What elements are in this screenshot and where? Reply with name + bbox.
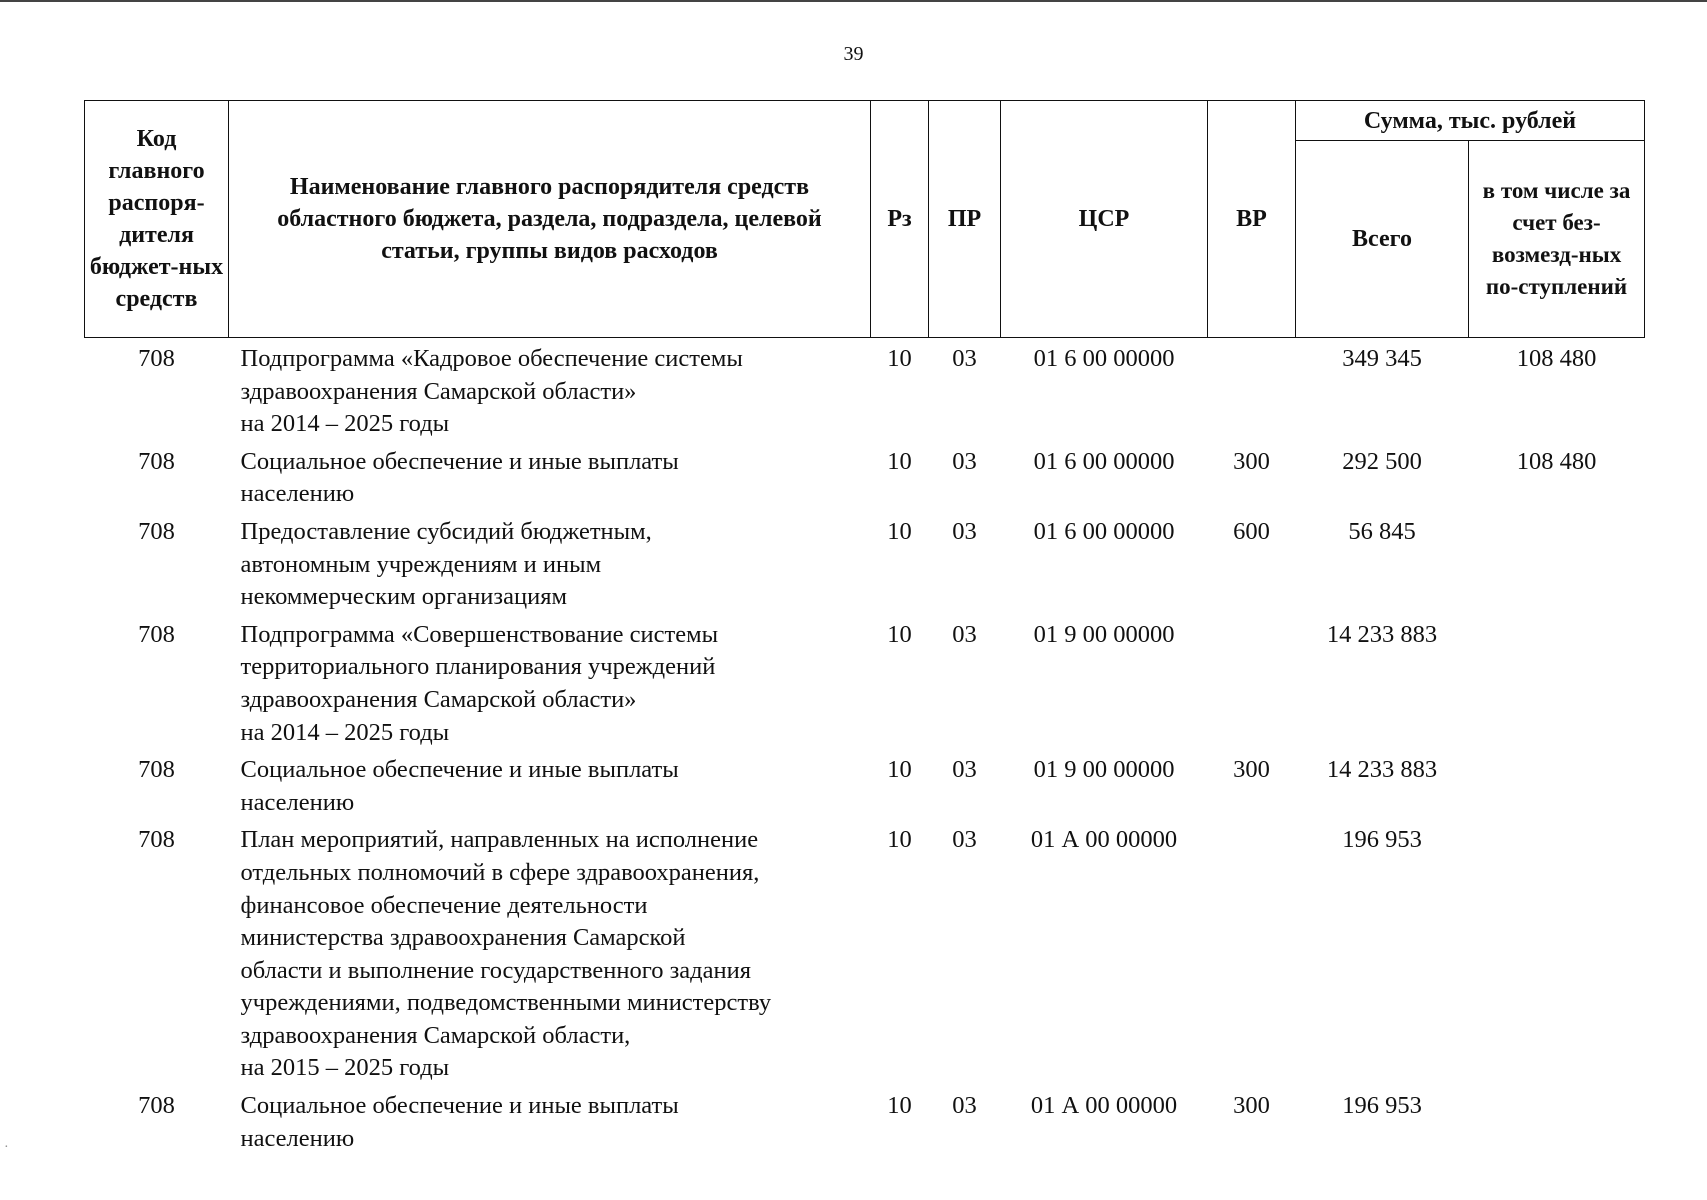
cell-rz: 10 [887,447,912,475]
header-code: Код главного распоря-дителя бюджет-ных средств [85,101,229,338]
cell-name [229,511,871,614]
cell-name [229,338,871,441]
table-row [85,441,1645,511]
cell-vr [1208,819,1296,1085]
cell-total: 56 845 [1348,517,1416,545]
cell-total: 196 953 [1342,826,1422,854]
cell-incl-free [1469,819,1645,1085]
cell-total: 14 233 883 [1326,756,1438,784]
cell-name-line: здравоохранения Самарской области» [240,377,637,405]
cell-pr: 03 [952,517,977,545]
table-row [85,1085,1645,1155]
cell-incl-free [1469,749,1645,819]
table-row [85,338,1645,441]
cell-name-line: Предоставление субсидий бюджетным, [240,517,652,545]
cell-name-line: министерства здравоохранения Самарской [240,924,686,952]
cell-rz: 10 [887,756,912,784]
cell-name-line: здравоохранения Самарской области, [240,1021,631,1049]
table-row [85,511,1645,614]
cell-name-line: здравоохранения Самарской области» [240,685,637,713]
cell-csr: 01 6 00 00000 [1033,517,1175,545]
cell-csr: 01 9 00 00000 [1033,756,1175,784]
cell-csr: 01 А 00 00000 [1030,1092,1178,1120]
cell-csr: 01 6 00 00000 [1033,447,1175,475]
cell-total: 349 345 [1342,345,1422,372]
cell-csr: 01 6 00 00000 [1033,345,1175,372]
table-row [85,749,1645,819]
cell-vr [1208,338,1296,441]
cell-pr: 03 [952,447,977,475]
cell-incl-free [1469,1085,1645,1155]
page-number: 39 [843,43,864,65]
cell-name-line: на 2015 – 2025 годы [240,1054,450,1082]
cell-name-line: Подпрограмма «Кадровое обеспечение системы [240,345,743,372]
cell-incl-free: 108 480 [1516,345,1597,372]
cell-total: 292 500 [1342,447,1422,475]
cell-incl-free [1469,614,1645,749]
cell-pr: 03 [952,1092,977,1120]
cell-code: 708 [138,447,175,475]
cell-code: 708 [138,620,175,648]
cell-pr: 03 [952,620,977,648]
table-row [85,614,1645,749]
cell-name [229,819,871,1085]
table-header [85,101,1645,338]
header-name: Наименование главного распорядителя средств областного бюджета, раздела, подраздела, целевой статьи, группы видов расходов [229,101,871,338]
budget-table [84,100,1645,1155]
cell-vr: 300 [1233,447,1270,475]
scan-artifact: · [4,1140,9,1155]
cell-name-line: некоммерческим организациям [240,583,567,611]
cell-name-line: План мероприятий, направленных на исполнение [240,826,759,854]
cell-total: 196 953 [1342,1092,1422,1120]
cell-name-line: области и выполнение государственного задания [240,956,751,984]
table-body [85,338,1645,1156]
cell-name-line: Подпрограмма «Совершенствование системы [240,620,719,648]
cell-total: 14 233 883 [1326,620,1438,648]
cell-pr: 03 [952,345,977,372]
cell-name [229,749,871,819]
cell-vr: 600 [1233,517,1270,545]
header-sum-group: Сумма, тыс. рублей [1296,101,1645,141]
cell-name [229,441,871,511]
cell-name-line: Социальное обеспечение и иные выплаты [240,1092,679,1120]
cell-vr: 300 [1233,756,1270,784]
cell-name-line: автономным учреждениям и иным [240,550,602,578]
table-row [85,819,1645,1085]
cell-rz: 10 [887,345,912,372]
cell-incl-free: 108 480 [1516,447,1597,475]
header-rz: Рз [871,101,929,338]
cell-rz: 10 [887,826,912,854]
cell-name-line: на 2014 – 2025 годы [240,718,450,746]
cell-code: 708 [138,517,175,545]
cell-name-line: Социальное обеспечение и иные выплаты [240,756,679,784]
cell-name [229,614,871,749]
header-incl-free: в том числе за счет без-возмезд-ных по-ступлений [1469,141,1645,338]
cell-code: 708 [138,826,175,854]
cell-name-line: на 2014 – 2025 годы [240,410,450,438]
cell-code: 708 [138,345,175,372]
cell-vr [1208,614,1296,749]
cell-code: 708 [138,756,175,784]
cell-rz: 10 [887,517,912,545]
cell-name-line: территориального планирования учреждений [240,653,716,681]
cell-code: 708 [138,1092,175,1120]
cell-name-line: отдельных полномочий в сфере здравоохранения, [240,858,760,886]
cell-csr: 01 9 00 00000 [1033,620,1175,648]
cell-name-line: финансовое обеспечение деятельности [240,891,648,919]
cell-name-line: населению [240,788,355,816]
header-vr: ВР [1208,101,1296,338]
cell-name-line: населению [240,480,355,508]
header-total: Всего [1296,141,1469,338]
cell-rz: 10 [887,620,912,648]
cell-name-line: учреждениями, подведомственными министерству [240,989,772,1017]
cell-name [229,1085,871,1155]
cell-csr: 01 А 00 00000 [1030,826,1178,854]
header-pr: ПР [929,101,1001,338]
cell-pr: 03 [952,756,977,784]
cell-vr: 300 [1233,1092,1270,1120]
cell-name-line: населению [240,1124,355,1152]
cell-name-line: Социальное обеспечение и иные выплаты [240,447,679,475]
cell-incl-free [1469,511,1645,614]
header-csr: ЦСР [1001,101,1208,338]
cell-rz: 10 [887,1092,912,1120]
page-top-rule [0,0,1707,2]
cell-pr: 03 [952,826,977,854]
